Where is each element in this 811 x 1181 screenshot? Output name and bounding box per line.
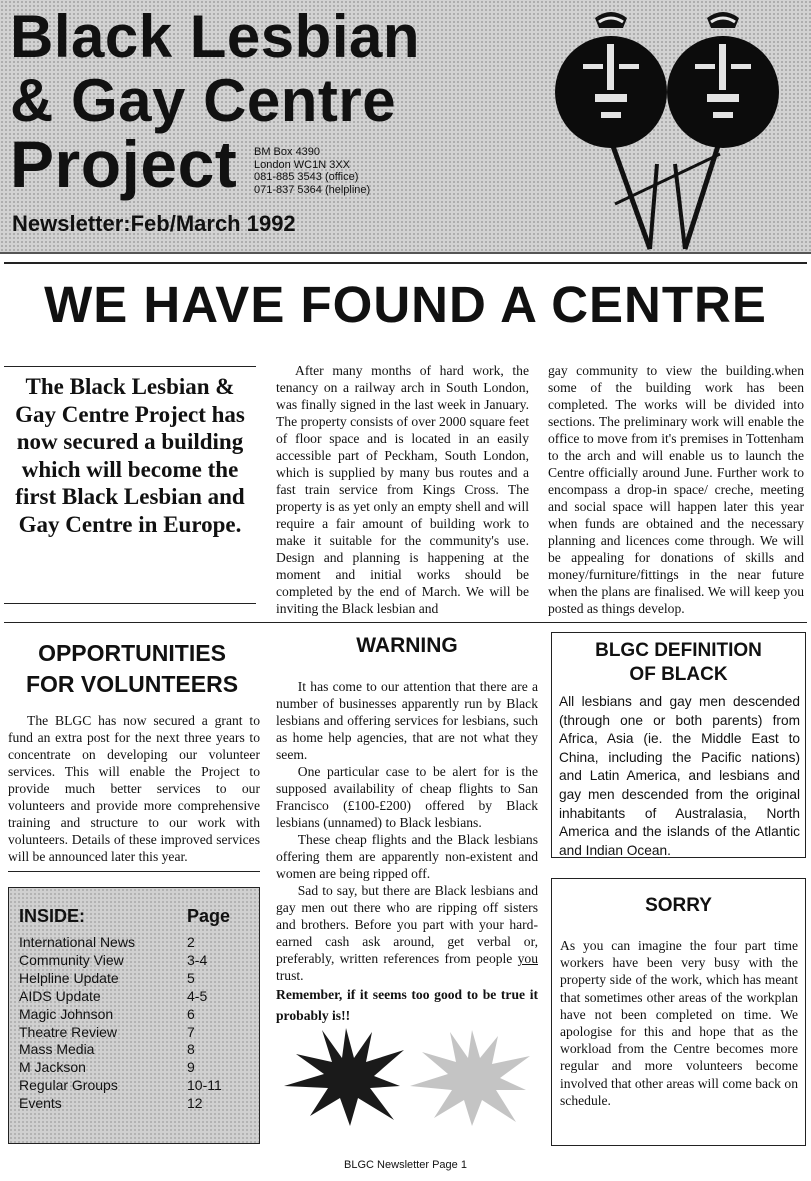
- starburst-decoration: [276, 1024, 538, 1128]
- address-line: BM Box 4390: [254, 146, 321, 158]
- contents-label: Events: [19, 1095, 62, 1112]
- contents-page: 4-5: [187, 987, 208, 1004]
- contents-item: [19, 952, 249, 970]
- volunteers-rule: [8, 871, 260, 872]
- volunteers-text: The BLGC has now secured a grant to fund an extra post for the next three years to concentrate on developing our volunteer services. This will enable the Project to provide much better services to our volunteers and provide more comprehensive training and structure to our work with volunteers. Details of these improved services will be announced later this year.: [8, 713, 260, 864]
- warning-article: [276, 678, 538, 1026]
- warning-paragraph: It has come to our attention that there are a number of businesses apparently run by Black lesbians and offering services for lesbians, such as home help agencies, that are not what they seem.: [276, 679, 538, 762]
- inside-heading: INSIDE:: [19, 906, 86, 926]
- contents-label: M Jackson: [19, 1059, 86, 1076]
- inside-page-heading: Page: [187, 906, 231, 926]
- warning-title: WARNING: [356, 634, 458, 657]
- contents-label: Community View: [19, 951, 124, 968]
- volunteers-title: [4, 638, 260, 700]
- contents-item: [19, 1024, 249, 1042]
- lead-story-column-2: [548, 362, 804, 617]
- phone-helpline: 071-837 5364 (helpline): [254, 183, 371, 196]
- contents-page: 10-11: [187, 1077, 222, 1094]
- definition-title-line1: BLGC DEFINITION: [595, 640, 762, 661]
- contents-label: International News: [19, 934, 135, 950]
- headline: WE HAVE FOUND A CENTRE: [44, 276, 767, 333]
- contents-label: Theatre Review: [19, 1023, 118, 1040]
- warning-closing: Remember, if it seems too good to be true it probably is!!: [276, 987, 538, 1023]
- sorry-box: [551, 878, 806, 1146]
- contents-item: [19, 1077, 249, 1095]
- light-starburst-icon: [410, 1030, 530, 1126]
- section-rule: [4, 622, 807, 623]
- definition-title-line2: OF BLACK: [629, 664, 728, 685]
- contents-item: [19, 1059, 249, 1077]
- definition-title: [552, 639, 805, 687]
- headline-rule: [4, 262, 807, 264]
- contents-label: Magic Johnson: [19, 1005, 114, 1022]
- pull-quote: The Black Lesbian & Gay Centre Project has now secured a building which will become the first Black Lesbian and Gay Centre in Europe.: [4, 366, 256, 604]
- masthead-title-line1: Black Lesbian: [10, 3, 421, 70]
- contents-page: 8: [187, 1041, 195, 1058]
- contents-label: AIDS Update: [19, 987, 101, 1004]
- contents-page: 12: [187, 1095, 203, 1112]
- contents-item: [19, 1041, 249, 1059]
- contents-page: 7: [187, 1023, 195, 1040]
- sorry-text: As you can imagine the four part time workers have been very busy with the property side of the work, which has meant that sometimes other areas of the workplan have not been completed on time. We apologise for this and hope that as the workload from the Centre becomes more regular and more volunteers become involved that other areas will come back on schedule.: [560, 938, 798, 1108]
- contact-address: [254, 146, 370, 196]
- contents-item: [19, 1006, 249, 1024]
- contents-label: Helpline Update: [19, 969, 119, 986]
- definition-box: [551, 632, 806, 858]
- phone-office: 081-885 3543 (office): [254, 171, 359, 183]
- page-footer: BLGC Newsletter Page 1: [344, 1159, 467, 1171]
- contents-label: Regular Groups: [19, 1077, 118, 1094]
- issue-date: Newsletter:Feb/March 1992: [12, 211, 296, 236]
- definition-text: All lesbians and gay men descended (through one or both parents) from Africa, Asia (ie. the Middle East to China, including the Pacific nations) and Latin America, and lesbians and gay men descended from the original inhabitants of Australasia, North America and the islands of the Atlantic and Indian Ocean.: [559, 694, 800, 858]
- address-line: London WC1N 3XX: [254, 158, 350, 171]
- contents-page: 2: [187, 934, 195, 950]
- inside-contents-box: [8, 887, 260, 1144]
- lead-story-text: After many months of hard work, the tenancy on a railway arch in South London, was finally signed in the last week in January. The property consists of over 2000 square feet of floor space and is located in an easily accessible part of Peckham, South London, which is supplied by many bus routes and a fast train service from Kings Cross. The property is as yet only an empty shell and will require a fair amount of building work to make it suitable for the community's use. Design and planning is happening at the moment and initial works should be completed by the end of March. We will be inviting the Black lesbian and: [276, 363, 529, 616]
- contents-page: 9: [187, 1059, 195, 1076]
- warning-paragraph: [276, 882, 538, 984]
- warning-paragraph: These cheap flights and the Black lesbians offering them are apparently non-existent and women are being ripped off.: [276, 832, 538, 881]
- volunteers-title-line2: FOR VOLUNTEERS: [25, 671, 239, 697]
- warning-paragraph: One particular case to be alert for is the supposed availability of cheap flights to San Francisco (£100-£200) offered by Black lesbians (unnamed) to Black lesbians.: [276, 764, 538, 830]
- lead-story-text: gay community to view the building.when some of the building work has been completed. The works will be divided into sections. The preliminary work will enable the office to move from it's premises in Tottenham to the arch and will enable us to launch the Centre officially around June. Further work to encompass a drop-in space/ creche, meeting and social space will happen later this year when funds are obtained and the necessary planning and licences come through. We will be appealing for donations of skills and money/furniture/fittings in the near future when the plans are finalised. We will keep you posted as things develop.: [548, 363, 804, 616]
- warning-text: trust.: [276, 968, 304, 983]
- volunteers-article: [8, 712, 260, 865]
- sorry-title: SORRY: [645, 895, 712, 916]
- contents-item: [19, 934, 249, 952]
- underlined-word: you: [517, 951, 538, 966]
- contents-item: [19, 1095, 249, 1113]
- warning-text: Sad to say, but there are Black lesbians and gay men out there who are ripping off sisters and brothers. Before you part with your hard-earned cash ask around, get verbal or, preferably, written references from people: [276, 883, 538, 966]
- twin-figures-logo: [545, 4, 785, 250]
- contents-label: Mass Media: [19, 1041, 95, 1058]
- contents-list: [19, 934, 249, 1113]
- masthead-title-line2: & Gay Centre: [10, 67, 397, 134]
- masthead: [0, 0, 811, 254]
- masthead-title-line3: Project: [10, 127, 238, 201]
- contents-page: 5: [187, 969, 195, 986]
- lead-story-column-1: [276, 362, 529, 617]
- dark-starburst-icon: [284, 1028, 404, 1126]
- volunteers-title-line1: OPPORTUNITIES: [38, 640, 226, 666]
- contents-page: 6: [187, 1005, 195, 1022]
- contents-item: [19, 970, 249, 988]
- contents-page: 3-4: [187, 951, 208, 968]
- contents-item: [19, 988, 249, 1006]
